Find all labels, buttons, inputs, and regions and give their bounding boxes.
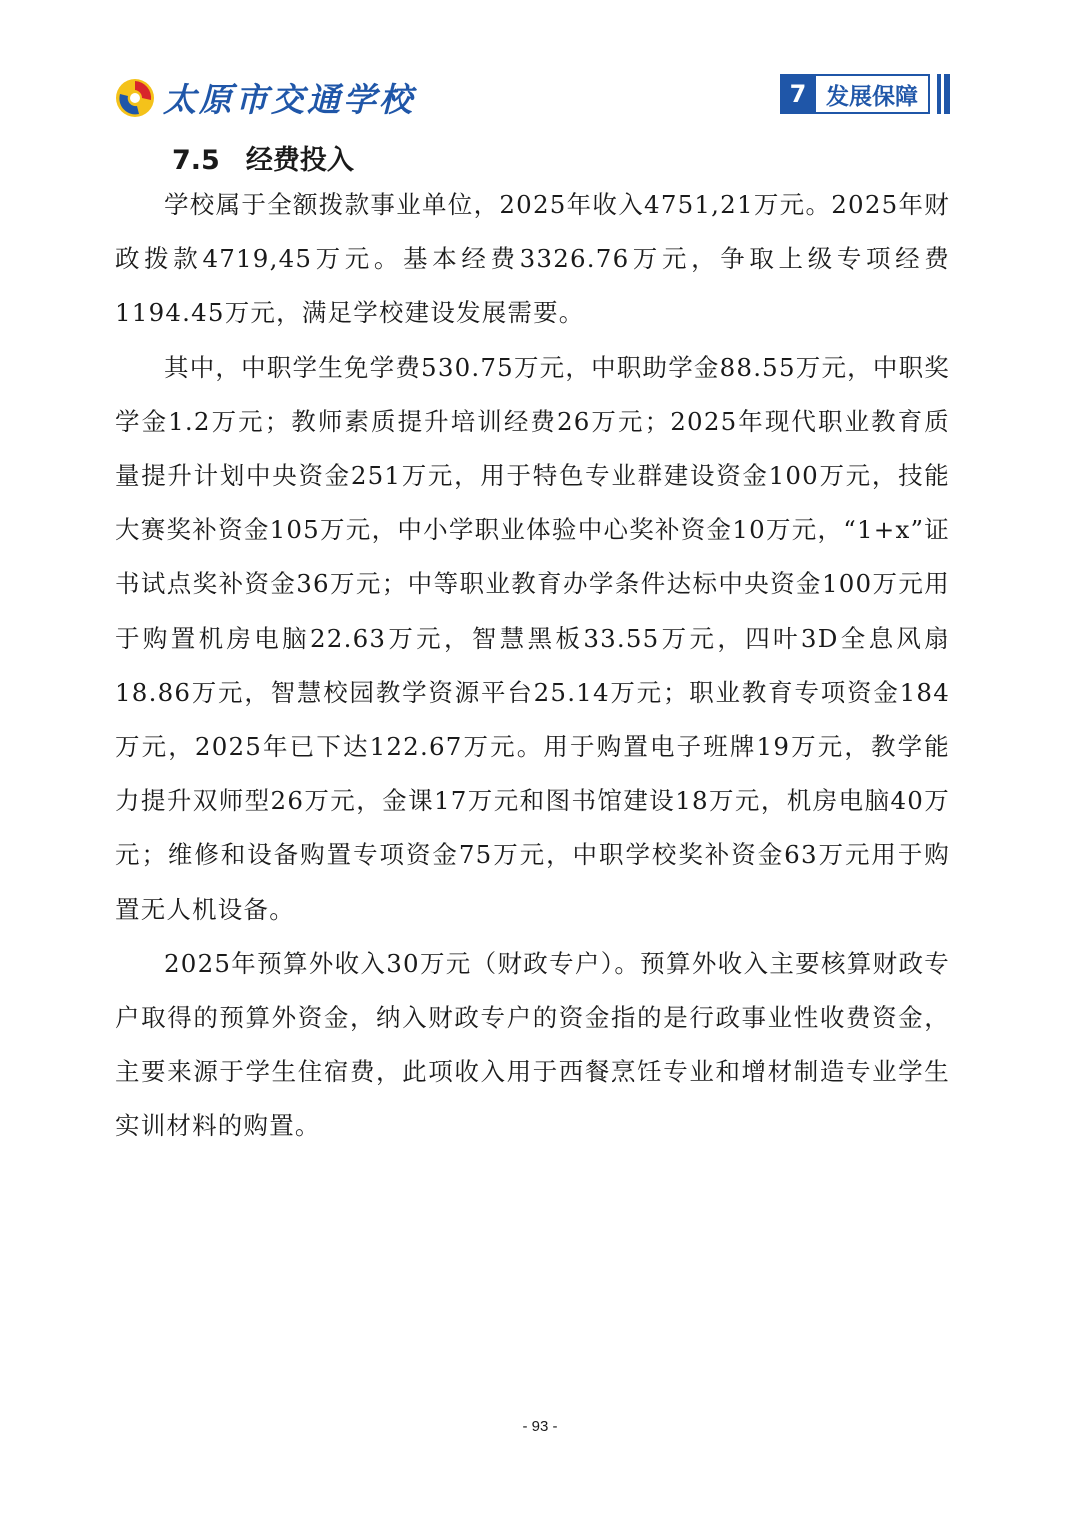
section-title: 经费投入 [245,145,354,176]
decoration-bar [937,74,941,114]
section-number: 7.5 [172,145,220,176]
chapter-decoration-bars [934,74,950,114]
paragraph-funding-details: 其中，中职学生免学费530.75万元，中职助学金88.55万元，中职奖学金1.2万元；教师素质提升培训经费26万元；2025年现代职业教育质量提升计划中央资金251万元，用于特色专业群建设资金100万元，技能大赛奖补资金105万元，中小学职业体验中心奖补资金10万元，“1+x”证书试点奖补资金36万元；中等职业教育办学条件达标中央资金100万元用于购置机房电脑22.63万元，智慧黑板33.55万元，四叶3D全息风扇18.86万元，智慧校园教学资源平台25.14万元；职业教育专项资金184万元，2025年已下达122.67万元。用于购置电子班牌19万元，教学能力提升双师型26万元，金课17万元和图书馆建设18万元，机房电脑40万元；维修和设备购置专项资金75万元，中职学校奖补资金63万元用于购置无人机设备。 [115,352,950,924]
decoration-bar [944,74,950,114]
school-name: 太原市交通学校 [163,80,415,119]
page-header [0,0,1080,130]
section-heading [172,138,354,177]
chapter-tag [780,74,950,114]
paragraph-extra-budget-income: 2025年预算外收入30万元（财政专户）。预算外收入主要核算财政专户取得的预算外资金，纳入财政专户的资金指的是行政事业性收费资金，主要来源于学生住宿费，此项收入用于西餐烹饪专业和增材制造专业学生实训材料的购置。 [115,948,950,1141]
chapter-title: 发展保障 [816,74,930,114]
school-emblem-icon [115,78,155,118]
page-number: - 93 - [522,1418,558,1435]
chapter-number: 7 [780,74,816,114]
school-logo [115,74,415,121]
body-text [115,178,950,1154]
paragraph-income-summary: 学校属于全额拨款事业单位，2025年收入4751,21万元。2025年财政拨款4719,45万元。基本经费3326.76万元，争取上级专项经费1194.45万元，满足学校建设发展需要。 [115,190,950,328]
